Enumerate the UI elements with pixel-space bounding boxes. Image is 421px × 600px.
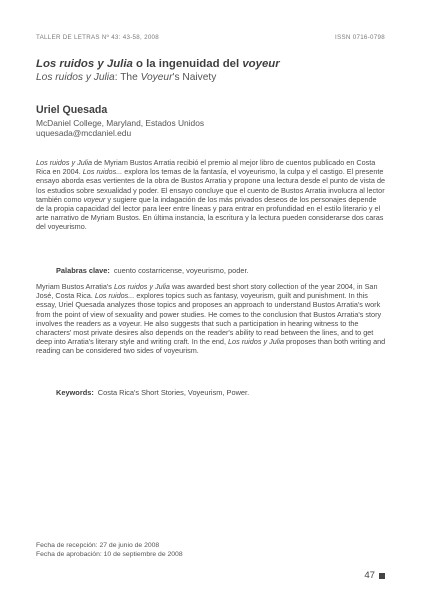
page-number: 47 [364,570,375,581]
title-en-mid: : The [114,72,141,83]
date-received: Fecha de recepción: 27 de junio de 2008 [36,542,160,549]
abs-en-t4: Los ruidos... [94,291,135,301]
abs-en-t5: explores topics such as fantasy, voyeurism, guilt and punishment. In this essay, Uriel Quesada analyzes those topics and proposes an approach to understand Bustos Arratia's work from the point of view of sexuality and power studies. He comes to the conclusion that Bustos Arratia's story involves the readers as a voyeur. He also suggests that such a participation in hearing witness to the characters' most private desires also depends on the reader's ability to read between the lines, and to get deep into Arratia's literary style and writing craft. In the end, [36,291,382,347]
abs-es-t4: explora los temas de la fantasía, el voyeurismo, la culpa y el castigo. El presente ensayo aborda esas vertientes de la obra de Bustos Arratia y propone una lectura desde el punto de vista de los estudios sobre sexualidad y poder. El ensayo concluye que el cuento de Bustos Arratia involucra al lector también como [36,167,386,204]
abstract-spanish [36,158,386,232]
abs-en-t1: Myriam Bustos Arratia's [36,282,114,291]
issn: ISSN 0716-0798 [335,34,385,41]
title-es-italic: Los ruidos y Julia [36,58,133,70]
abs-en-t2: Los ruidos y Julia [113,282,170,291]
running-header [36,34,385,41]
author-name: Uriel Quesada [36,104,108,116]
abs-es-t1: Los ruidos y Julia [36,158,93,167]
title-es-mid: o la ingenuidad del [132,58,243,70]
title-en-italic: Los ruidos y Julia [36,72,115,83]
date-approved: Fecha de aprobación: 10 de septiembre de 2008 [36,551,183,558]
abs-en-t7: proposes than both writing and reading can be considered two sides of voyeurism. [36,337,386,356]
abs-en-t3: was awarded best short story collection of the year 2004, in San José, Costa Rica. [36,282,378,301]
abs-es-t3: Los ruidos... [82,167,123,177]
abs-es-t6: y sugiere que la indagación de los más privados deseos de los personajes depende de la propia capacidad del lector para leer entre líneas y para entrar en profundidad en el estilo literario y el arte narrativo de Myriam Bustos. En última instancia, la escritura y la lectura pueden considerarse dos caras del voyeurismo. [36,194,384,232]
keywords-en-value: Costa Rica's Short Stories, Voyeurism, Power. [97,388,250,397]
abs-es-t2: de Myriam Bustos Arratia recibió el premio al mejor libro de cuentos publicado en Costa Rica en 2004. [36,158,376,177]
abs-es-t5: voyeur [83,194,106,204]
article-title-spanish [36,58,396,71]
title-en-end: 's Naivety [172,72,217,83]
abs-en-t6: Los ruidos y Julia [228,337,285,347]
author-email: uquesada@mcdaniel.edu [36,128,132,138]
title-en-italic2: Voyeur [140,72,173,83]
article-title-english [36,72,396,84]
author-affiliation: McDaniel College, Maryland, Estados Unidos [36,118,205,128]
square-marker-icon [379,573,385,579]
abstract-english [36,282,386,356]
submission-dates [36,541,183,559]
keywords-es-value: cuento costarricense, voyeurismo, poder. [113,266,249,275]
keywords-english [56,388,249,397]
keywords-en-label: Keywords: [56,388,94,397]
page-number-block [364,570,385,581]
title-es-end: voyeur [242,58,280,70]
keywords-spanish [56,266,249,275]
keywords-es-label: Palabras clave: [56,266,110,275]
journal-citation: TALLER DE LETRAS Nº 43: 43-58, 2008 [36,34,160,41]
